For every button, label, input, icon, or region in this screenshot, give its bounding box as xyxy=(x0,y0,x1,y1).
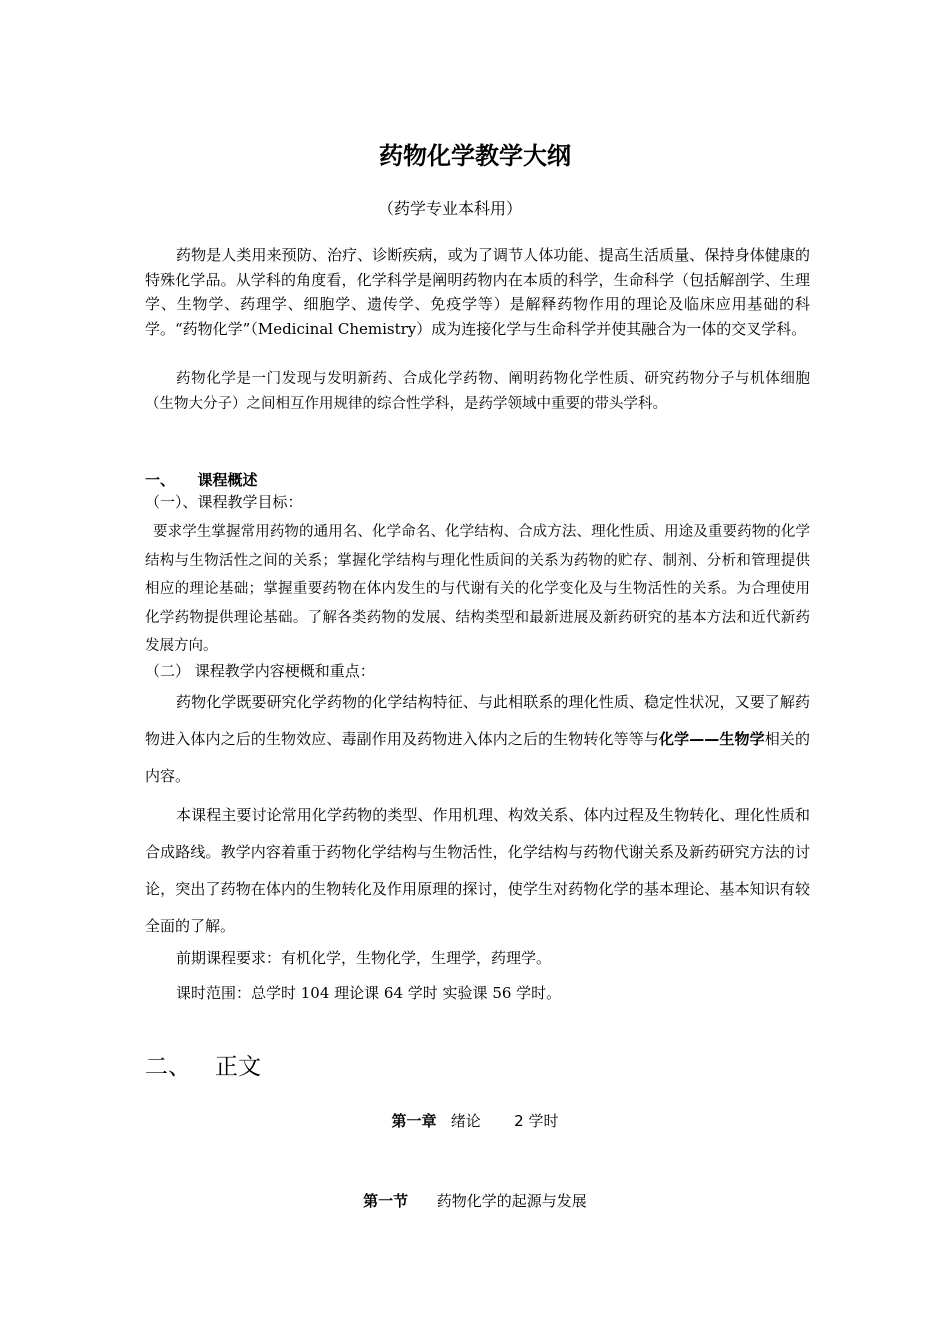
section-heading xyxy=(0,1190,950,1211)
course-goal-text: 要求学生掌握常用药物的通用名、化学命名、化学结构、合成方法、理化性质、用途及重要药物的化学结构与生物活性之间的关系；掌握化学结构与理化性质间的关系为药物的贮存、制剂、分析和管理提供相应的理论基础；掌握重要药物在体内发生的与代谢有关的化学变化及与生物活性的关系。为合理使用化学药物提供理论基础。了解各类药物的发展、结构类型和最新进展及新药研究的基本方法和近代新药发展方向。 xyxy=(145,524,810,654)
intro-paragraph-1: 药物是人类用来预防、治疗、诊断疾病，或为了调节人体功能、提高生活质量、保持身体健康的特殊化学品。从学科的角度看，化学科学是阐明药物内在本质的科学，生命科学（包括解剖学、生理学、生物学、药理学、细胞学、遗传学、免疫学等）是解释药物作用的理论及临床应用基础的科学。“药物化学”（Medicinal Chemistry）成为连接化学与生命科学并使其融合为一体的交叉学科。 xyxy=(145,246,810,338)
chapter-heading-label: 第一章 xyxy=(391,1112,437,1130)
document-title: 药物化学教学大纲 xyxy=(379,142,571,170)
prerequisite-text: 前期课程要求：有机化学，生物化学，生理学，药理学。 xyxy=(176,949,552,967)
content-paragraph-1-text: 药物化学既要研究化学药物的化学结构特征、与此相联系的理化性质、稳定性状况，又要了解药物进入体内之后的生物效应、毒副作用及药物进入体内之后的生物转化等等与 xyxy=(145,693,810,748)
section-heading-label: 第一节 xyxy=(363,1192,409,1210)
section-2-heading xyxy=(145,1048,261,1081)
subsection-content-heading: （二） 课程教学内容梗概和重点： xyxy=(145,662,375,680)
section-1-title: 课程概述 xyxy=(197,471,258,489)
document-subtitle: （药学专业本科用） xyxy=(377,199,522,218)
hours-text: 课时范围：总学时 104 理论课 64 学时 实验课 56 学时。 xyxy=(176,984,562,1002)
section-2-title: 正文 xyxy=(215,1054,261,1080)
content-paragraph-1-tail: 相关的内容。 xyxy=(145,730,810,785)
chapter-heading-text: 绪论 2 学时 xyxy=(436,1112,559,1130)
intro-paragraph-2: 药物化学是一门发现与发明新药、合成化学药物、阐明药物化学性质、研究药物分子与机体细胞（生物大分子）之间相互作用规律的综合性学科，是药学领域中重要的带头学科。 xyxy=(145,371,810,412)
subsection-goal-heading: （一）、课程教学目标： xyxy=(145,493,303,511)
section-1-heading xyxy=(145,469,258,490)
content-paragraph-1 xyxy=(145,684,810,795)
content-paragraph-2: 本课程主要讨论常用化学药物的类型、作用机理、构效关系、体内过程及生物转化、理化性质和合成路线。教学内容着重于药物化学结构与生物活性，化学结构与药物代谢关系及新药研究方法的讨论，突出了药物在体内的生物转化及作用原理的探讨，使学生对药物化学的基本理论、基本知识有较全面的了解。 xyxy=(145,806,810,935)
section-1-number: 一、 xyxy=(145,471,176,489)
section-heading-text: 药物化学的起源与发展 xyxy=(408,1192,587,1210)
section-2-number: 二、 xyxy=(145,1054,191,1080)
chapter-heading xyxy=(0,1110,950,1131)
content-paragraph-1-bold: 化学——生物学 xyxy=(659,730,765,748)
